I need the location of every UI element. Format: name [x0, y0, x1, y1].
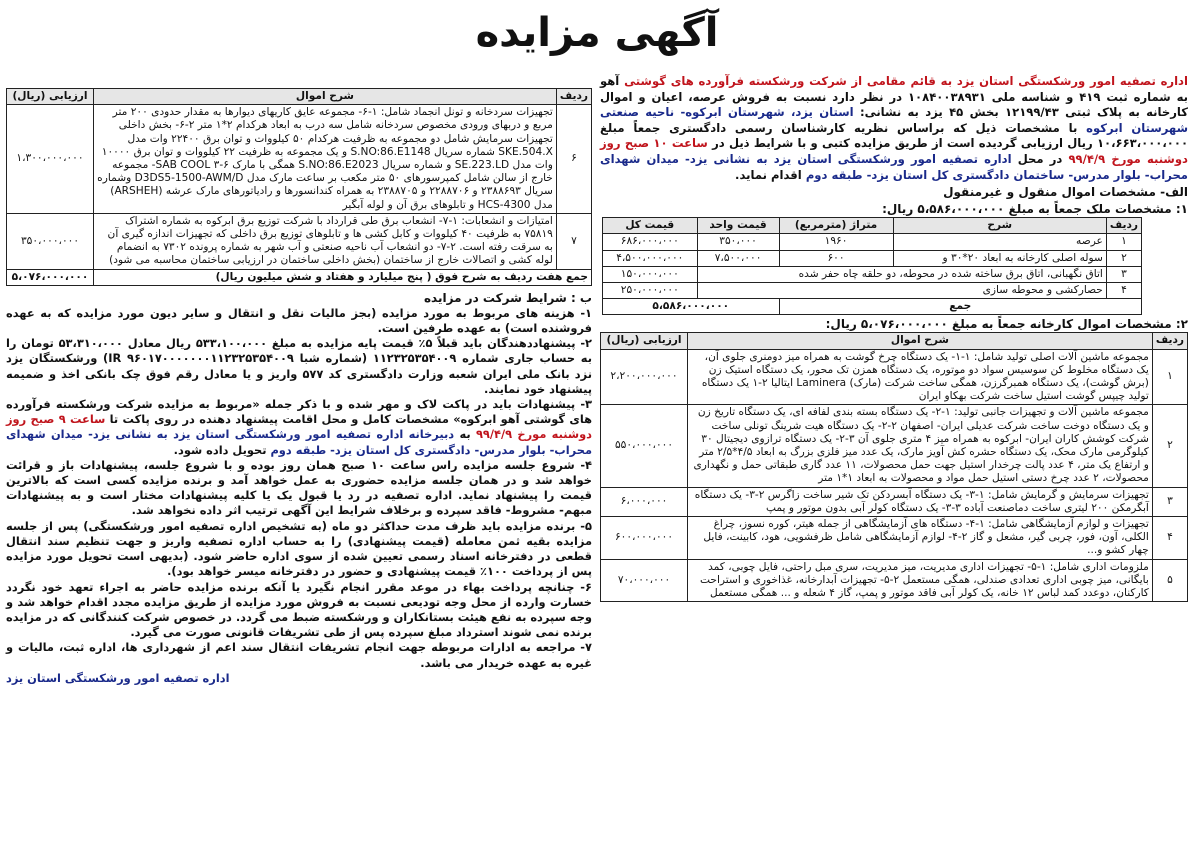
row-desc: ملزومات اداری شامل: ۱-۵- تجهیزات اداری مدیریت، میز مدیریت، سری مبل راحتی، فایل چوبی، کمد بایگانی، میز چوبی اداری تعدادی صندلی، همگی مستعمل ۲-۵- تجهیزات آبدارخانه، غذاخوری و استراحت کارکنان، دوعدد کمد لباس ۱۲ خانه، یک کولر آبی فاقد موتور و پمپ، گاز ۴ شعله و ... همگی مستعمل	[688, 559, 1153, 602]
table-row	[7, 105, 592, 214]
row-value: ۵۵۰،۰۰۰،۰۰۰	[601, 405, 688, 487]
table-sum-row	[603, 299, 1142, 315]
conditions-heading: ب : شرایط شرکت در مزایده	[423, 290, 592, 305]
section-1-heading: ۱: مشخصات ملک جمعاً به مبلغ ۵،۵۸۶،۰۰۰،۰۰۰ ریال:	[882, 202, 1188, 217]
condition-4: ۴- شروع جلسه مزایده راس ساعت ۱۰ صبح همان روز بوده و با شروع جلسه، پیشنهادات باز و قرائت خواهد شد و در همان جلسه مزایده حضوری به عمل خواهد آمد و برنده مزایده کسی است که بالاترین قیمت را پیشنهاد نماید. اداره تصفیه در رد یا قبول یک یا کلیه پیشنهادات مختار است و به پیشنهادات مبهم- مشروط- فاقد سپرده و برخلاف شرایط این آگهی ترتیب اثر داده نخواهد شد.	[6, 457, 592, 518]
row-unit-price: ۳۵۰،۰۰۰	[697, 234, 779, 250]
row-area: ۱۹۶۰	[779, 234, 893, 250]
row-index: ۲	[1106, 250, 1141, 266]
condition-1: ۱- هزینه های مربوط به مورد مزایده (بجز مالیات نقل و انتقال و سایر دیون مورد مزایده که به عهده فروشنده است) به عهده طرفین است.	[6, 305, 592, 336]
col-header-index: ردیف	[1152, 333, 1187, 349]
row-value: ۶،۰۰۰،۰۰۰	[601, 487, 688, 516]
property-table-header	[603, 218, 1142, 234]
row-unit-price: ۷،۵۰۰،۰۰۰	[697, 250, 779, 266]
table-row	[601, 487, 1188, 516]
col-header-desc: شرح اموال	[94, 89, 557, 105]
signature: اداره تصفیه امور ورشکستگی استان یزد	[6, 670, 230, 685]
row-total-price: ۴،۵۰۰،۰۰۰،۰۰۰	[603, 250, 698, 266]
table-row	[601, 349, 1188, 405]
condition-6: ۶- چنانچه پرداخت بهاء در موعد مقرر انجام نگیرد یا آنکه برنده مزایده حاضر به اجراء تعهد خود نگردد خسارت وارده از محل وجه تودیعی نسبت به فروش مورد مزایده از طریق مزایده مجدد اقدام خواهد شد و وجه سپرده به نفع هیئت بستانکاران و ورشکسته ضبط می گردد. در خصوص شرکت کنندگانی که در مزایده برنده نمی شوند استرداد مبلغ سپرده پس از طی تشریفات قانونی صورت می گیرد.	[6, 579, 592, 640]
row-total-price: ۶۸۶،۰۰۰،۰۰۰	[603, 234, 698, 250]
table-row	[601, 405, 1188, 487]
right-column	[600, 74, 1188, 602]
row-value: ۷۰،۰۰۰،۰۰۰	[601, 559, 688, 602]
col-header-total-price: قیمت کل	[603, 218, 698, 234]
row-index: ۴	[1106, 282, 1141, 298]
row-area: ۶۰۰	[779, 250, 893, 266]
condition-3-text-b: به	[459, 427, 471, 442]
sum-label: جمع	[779, 299, 1141, 315]
condition-3-time: ساعت ۹ صبح روز دوشنبه مورخ ۹۹/۴/۹	[6, 412, 593, 442]
row-index: ۵	[1152, 559, 1187, 602]
row-total-price: ۱۵۰،۰۰۰،۰۰۰	[603, 266, 698, 282]
row-desc: سوله اصلی کارخانه به ابعاد ۲۰*۳۰ و	[893, 250, 1106, 266]
col-header-value: ارزیابی (ریال)	[601, 333, 688, 349]
row-index: ۷	[556, 213, 591, 269]
row-index: ۱	[1152, 349, 1187, 405]
assets-table-header	[7, 89, 592, 105]
row-index: ۶	[556, 105, 591, 214]
table-row	[603, 234, 1142, 250]
intro-text-1: آهو به شماره ثبت ۴۱۹ و شناسه ملی ۱۰۸۴۰۰۳۸۹۳۱ در نظر دارد نسبت به فروش عرصه، اعیان و اموال کارخانه به پلاک ثبتی ۱۲۱۹۹/۴۳ بخش ۴۵ یزد به نشانی:	[600, 74, 1189, 120]
condition-5: ۵- برنده مزایده باید ظرف مدت حداکثر دو ماه (به تشخیص اداره تصفیه امور ورشکستگی) پس از جلسه مزایده بقیه ثمن معامله (قیمت پیشنهادی) را به حساب اداره تصفیه واریز و جهت تنظیم سند انتقال قطعی در دفترخانه اسناد رسمی تعیین شده از سوی اداره حاضر شود. (بدیهی است تحویل مورد مزایده پس از پرداخت ۱۰۰٪ قیمت پیشنهادی و حضور در دفترخانه میسر خواهد بود).	[6, 518, 592, 579]
section-a-heading: الف- مشخصات اموال منقول و غیرمنقول	[943, 185, 1188, 200]
row-desc: تجهیزات و لوازم آزمایشگاهی شامل: ۱-۴- دستگاه های آزمایشگاهی از جمله هیتر، کوره نسوز، چراغ الکلی، آون، فور، چربی گیر، مشعل و گاز ۲-۴- لوازم آزمایشگاهی شامل ظرفشویی، هود، کابینت، فایل چهار کشو و...	[688, 517, 1153, 560]
row-desc: اتاق نگهبانی، اتاق برق ساخته شده در محوطه، دو حلقه چاه حفر شده	[697, 266, 1106, 282]
intro-paragraph	[600, 74, 1188, 183]
assets-table-continued	[6, 88, 592, 286]
intro-time: ساعت ۱۰ صبح روز دوشنبه مورخ ۹۹/۴/۹	[600, 136, 1188, 166]
row-desc: مجموعه ماشین آلات اصلی تولید شامل: ۱-۱- یک دستگاه چرخ گوشت به همراه میز دومنری جلوی آن، یک دستگاه مخلوط کن سوسیس سواد دو موتوره، یک دستگاه همزن تک محور، یک دستگاه استیک زن (برش گوشت)، یک دستگاه همبرگرزن، همگی ساخت شرکت (مارک) Laminera ایتالیا ۲-۱ یک دستگاه تولید چیپس گوشت استیل ساخت شرکت بهکاو ایران	[688, 349, 1153, 405]
table-row	[603, 266, 1142, 282]
row-value: ۶۰۰،۰۰۰،۰۰۰	[601, 517, 688, 560]
table-row	[7, 213, 592, 269]
condition-7: ۷- مراجعه به ادارات مربوطه جهت انجام تشریفات انتقال سند اعم از شهرداری ها، اداره ثبت، مالیات و غیره به عهده خریدار می باشد.	[6, 640, 592, 670]
condition-3	[6, 397, 592, 458]
assets-table	[600, 332, 1188, 602]
col-header-index: ردیف	[1106, 218, 1141, 234]
condition-3-text-a: ۳- پیشنهادات باید در پاکت لاک و مهر شده و با ذکر جمله «مربوط به مزایده شرکت ورشکسته فرآورده های گوشتی آهو ابرکوه» مشخصات کامل و محل اقامت پیشنهاد دهنده در روی پاکت تا	[6, 397, 592, 427]
intro-org-line: اداره تصفیه امور ورشکستگی استان یزد به قائم مقامی از شرکت ورشکسته فرآورده های گوشتی	[624, 74, 1188, 88]
row-desc: تجهیزات سردخانه و تونل انجماد شامل: ۱-۶- مجموعه عایق کاریهای دیوارها به مقدار حدودی ۲۰۰ متر مربع و دربهای ورودی مخصوص سردخانه شامل سه درب به ابعاد هرکدام ۲*۱ متر ۲-۶- بخش داخلی تجهیزات سرمایش شامل دو مجموعه به ظرفیت هرکدام ۵۰ کیلووات و توان برق ۲۲۴۰۰ وات مدل SKE.504.X شماره سریال S.NO:86.E1148 و یک مجموعه به ظرفیت ۲۲ کیلووات و توان برق ۱۰۰۰۰ وات مدل SE.223.LD و شماره سریال S.NO:86.E2023 همگی با مارک SAB COOL ۳-۶- مجموعه خارج از سالن شامل کمپرسورهای ۵۰ متر مکعب بر ساعت مارک مدل D3DS5-1500-AWM/D وشماره سریال ۲۳۸۸۶۹۳ و ۲۲۸۸۷۰۶ و ۲۳۸۸۷۰۵ به همراه کندانسورها و رادیاتورهای مارک عرشه (ARSHEH) مدل HCS-4300 و تابلوهای برق آن و لوله آبگیر	[94, 105, 557, 214]
property-table	[602, 217, 1142, 315]
col-header-area: متراژ (مترمربع)	[779, 218, 893, 234]
conditions-section	[6, 290, 592, 686]
intro-text-2: با مشخصات ذیل که براساس نظریه کارشناسان رسمی دادگستری جمعاً مبلغ ۱۰،۶۶۳،۰۰۰،۰۰۰ ریال ارزیابی گردیده است از طریق مزایده کتبی و با شرایط ذیل در	[600, 120, 1189, 151]
row-total-price: ۲۵۰،۰۰۰،۰۰۰	[603, 282, 698, 298]
sum-value: ۵،۰۷۶،۰۰۰،۰۰۰	[7, 269, 94, 285]
col-header-desc: شرح اموال	[688, 333, 1153, 349]
condition-2: ۲- پیشنهاددهندگان باید قبلاً ۵٪ قیمت پایه مزایده به مبلغ ۵۳۳،۱۰۰،۰۰۰ ریال معادل ۵۳،۳۱۰،۰۰۰ تومان را به حساب جاری شماره ۱۱۲۳۲۵۳۵۴۰۰۹ (شماره شبا IR ۹۶۰۱۷۰۰۰۰۰۰۰۱۱۲۳۲۵۳۵۴۰۰۹) ورشکستگان یزد نزد بانک ملی ایران شعبه وزارت دادگستری کد ۵۷۷ واریز و یا معادل رقم فوق چک بانکی اخذ و ضمیمه پیشنهاد خود نمایند.	[6, 336, 592, 396]
row-index: ۱	[1106, 234, 1141, 250]
section-2-heading: ۲: مشخصات اموال کارخانه جمعاً به مبلغ ۵،۰۷۶،۰۰۰،۰۰۰ ریال:	[825, 317, 1188, 332]
condition-3-text-c: تحویل داده شود.	[173, 442, 267, 457]
row-index: ۲	[1152, 405, 1187, 487]
col-header-index: ردیف	[556, 89, 591, 105]
row-value: ۲،۲۰۰،۰۰۰،۰۰۰	[601, 349, 688, 405]
condition-3-place: دبیرخانه اداره تصفیه امور ورشکستگی استان یزد به نشانی یزد- میدان شهدای محراب- بلوار مدرس- دادگستری کل استان یزد- طبقه دوم	[6, 427, 592, 457]
table-row	[603, 282, 1142, 298]
row-desc: عرصه	[893, 234, 1106, 250]
row-index: ۳	[1152, 487, 1187, 516]
table-row	[601, 559, 1188, 602]
row-desc: تجهیزات سرمایش و گرمایش شامل: ۱-۳- یک دستگاه آبسردکن تک شیر ساخت زاگرس ۲-۳- یک دستگاه آبگرمکن ۲۰۰ لیتری ساخت دماصنعت آباده ۳-۳- یک دستگاه کولر آبی بدون موتور و پمپ	[688, 487, 1153, 516]
assets-table-header	[601, 333, 1188, 349]
sum-value: ۵،۵۸۶،۰۰۰،۰۰۰	[603, 299, 780, 315]
intro-place: اداره تصفیه امور ورشکستگی استان یزد به نشانی یزد- میدان شهدای محراب- بلوار مدرس- ساختمان دادگستری کل استان یزد- طبقه دوم	[600, 151, 1188, 182]
intro-text-4: اقدام نماید.	[735, 167, 802, 182]
row-desc: امتیازات و انشعابات: ۱-۷- انشعاب برق طی قرارداد با شرکت توزیع برق ابرکوه به شماره اشتراک ۷۵۸۱۹ به ظرفیت ۴۰ کیلووات و کابل کشی ها و تابلوهای توزیع برق داخلی که تجهیزات اندازه گیری آن به سرقت رفته است. ۲-۷- دو انشعاب آب ناحیه صنعتی و آب شهر به شماره پرونده ۷۳۰۲ به انضمام لوله کشی و اتصالات خارج از ساختمان (بخش داخلی ساختمان در ارزیابی ساختمان محاسبه می شود)	[94, 213, 557, 269]
col-header-value: ارزیابی (ریال)	[7, 89, 94, 105]
row-index: ۴	[1152, 517, 1187, 560]
row-value: ۳۵۰،۰۰۰،۰۰۰	[7, 213, 94, 269]
row-index: ۳	[1106, 266, 1141, 282]
intro-text-3: در محل	[1017, 151, 1063, 166]
left-column	[6, 88, 592, 686]
col-header-desc: شرح	[893, 218, 1106, 234]
row-value: ۱،۳۰۰،۰۰۰،۰۰۰	[7, 105, 94, 214]
ad-title: آگهی مزایده	[475, 10, 719, 56]
table-row	[601, 517, 1188, 560]
col-header-unit-price: قیمت واحد	[697, 218, 779, 234]
row-desc: حصارکشی و محوطه سازی	[697, 282, 1106, 298]
sum-label: جمع هفت ردیف به شرح فوق ( پنج میلیارد و هفتاد و شش میلیون ریال)	[94, 269, 592, 285]
table-row	[603, 250, 1142, 266]
intro-address: استان یزد، شهرستان ابرکوه- ناحیه صنعتی شهرستان ابرکوه	[600, 105, 1188, 135]
table-sum-row	[7, 269, 592, 285]
row-desc: مجموعه ماشین آلات و تجهیزات جانبی تولید: ۱-۲- یک دستگاه بسته بندی لفافه ای، یک دستگاه تاریخ زن و یک دستگاه دوخت ساخت شرکت عدیلی ایران- اصفهان ۲-۲- یک دستگاه هیت شرینگ تونلی ساخت شرکت کوشش کاران ایران- ابرکوه به همراه میز ۴ متری جلوی آن ۳-۲- یک دستگاه ترازوی دیجیتال ۳۰ کیلوگرمی مارک محک، یک دستگاه حشره کش آویز مارک، یک عدد میز فلزی بزرگ به ابعاد ۴/۵*۲/۵ متر و ارتفاع یک متر، ۴ عدد پالت چرخدار استیل جهت حمل محصولات، ۱۱ عدد گاری طبقاتی حمل و نگهداری محصولات، ۲ عدد چرخ دستی استیل حمل مواد و محصولات به ابعاد ۱*۱ متر	[688, 405, 1153, 487]
